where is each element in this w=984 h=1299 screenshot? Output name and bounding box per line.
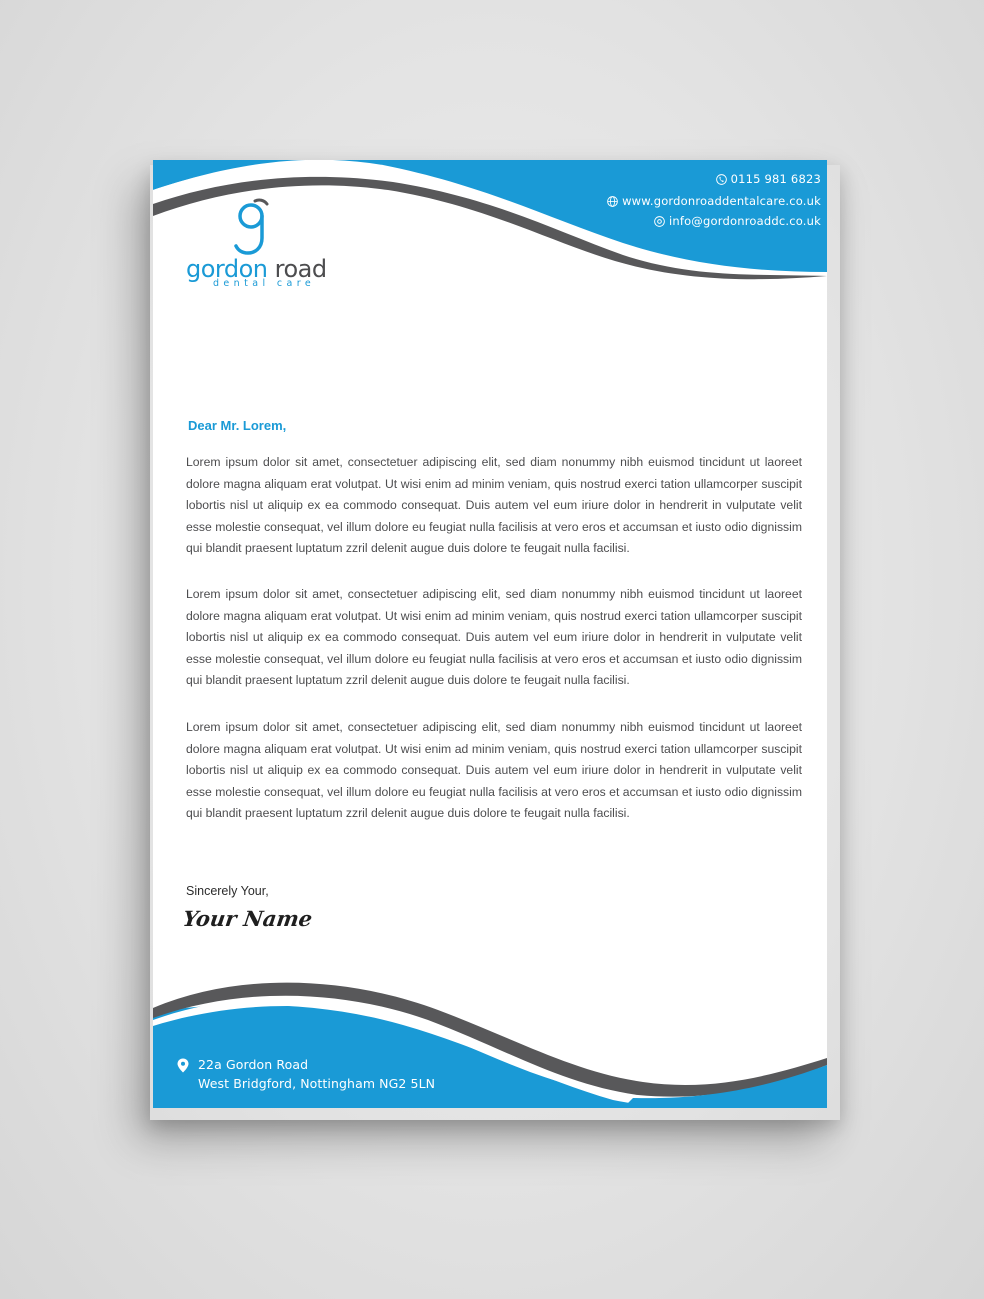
letter-paragraph-1: Lorem ipsum dolor sit amet, consectetuer adipiscing elit, sed diam nonummy nibh euismod tincidunt ut laoreet dolore magna aliquam erat volutpat. Ut wisi enim ad minim veniam, quis nostrud exerci tation ullamcorper suscipit lobortis nisl ut aliquip ex ea commodo consequat. Duis autem vel eum iriure dolor in hendrerit in vulputate velit esse molestie consequat, vel illum dolore eu feugiat nulla facilisis at vero eros et accumsan et iusto odio dignissim qui blandit praesent luptatum zzril delenit augue duis dolore te feugait nulla facilisi. — [186, 455, 802, 555]
logo-g-icon — [233, 198, 275, 256]
letterhead-page — [153, 160, 827, 1108]
footer-address-line2: West Bridgford, Nottingham NG2 5LN — [198, 1076, 436, 1091]
location-pin-icon — [177, 1058, 189, 1073]
letter-signature: Your Name — [181, 906, 314, 931]
at-icon — [654, 216, 665, 227]
contact-phone — [716, 172, 821, 186]
letter-salutation: Dear Mr. Lorem, — [188, 418, 287, 433]
contact-email[interactable] — [654, 214, 821, 228]
brand-tagline: dental care — [213, 278, 316, 289]
globe-icon — [607, 196, 618, 207]
contact-email-text: info@gordonroaddc.co.uk — [668, 214, 821, 228]
footer-address-line1: 22a Gordon Road — [198, 1057, 309, 1072]
letter-closing: Sincerely Your, — [186, 884, 269, 898]
letter-paragraph-2: Lorem ipsum dolor sit amet, consectetuer adipiscing elit, sed diam nonummy nibh euismod tincidunt ut laoreet dolore magna aliquam erat volutpat. Ut wisi enim ad minim veniam, quis nostrud exerci tation ullamcorper suscipit lobortis nisl ut aliquip ex ea commodo consequat. Duis autem vel eum iriure dolor in hendrerit in vulputate velit esse molestie consequat, vel illum dolore eu feugiat nulla facilisis at vero eros et accumsan et iusto odio dignissim qui blandit praesent luptatum zzril delenit augue duis dolore te feugait nulla facilisi. — [186, 587, 802, 687]
contact-website-text: www.gordonroaddentalcare.co.uk — [622, 194, 821, 208]
phone-icon — [716, 174, 727, 185]
letter-paragraph-3: Lorem ipsum dolor sit amet, consectetuer adipiscing elit, sed diam nonummy nibh euismod tincidunt ut laoreet dolore magna aliquam erat volutpat. Ut wisi enim ad minim veniam, quis nostrud exerci tation ullamcorper suscipit lobortis nisl ut aliquip ex ea commodo consequat. Duis autem vel eum iriure dolor in hendrerit in vulputate velit esse molestie consequat, vel illum dolore eu feugiat nulla facilisis at vero eros et accumsan et iusto odio dignissim qui blandit praesent luptatum zzril delenit augue duis dolore te feugait nulla facilisi. — [186, 720, 802, 820]
contact-website[interactable] — [607, 194, 821, 208]
contact-phone-text: 0115 981 6823 — [730, 172, 821, 186]
brand-name-suffix: road — [267, 255, 327, 283]
brand-name-prefix: gordon — [186, 255, 268, 283]
